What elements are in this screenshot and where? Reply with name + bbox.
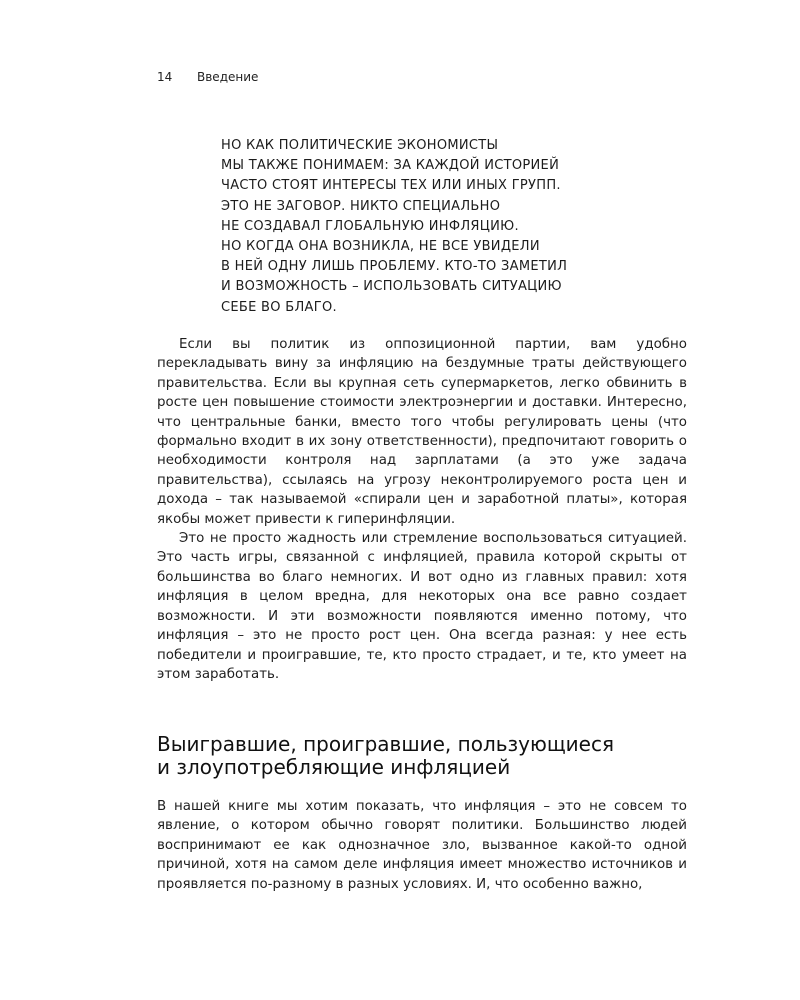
pull-quote-line: ЭТО НЕ ЗАГОВОР. НИКТО СПЕЦИАЛЬНО (221, 198, 501, 214)
section-body-text (157, 797, 687, 894)
pull-quote-line: НО КОГДА ОНА ВОЗНИКЛА, НЕ ВСЕ УВИДЕЛИ (221, 239, 540, 255)
section-heading-line: Выигравшие, проигравшие, пользующиеся (157, 732, 615, 756)
pull-quote-line: НЕ СОЗДАВАЛ ГЛОБАЛЬНУЮ ИНФЛЯЦИЮ. (221, 218, 519, 234)
paragraph: Если вы политик из оппозиционной партии, вам удобно перекладывать вину за инфляцию на бездумные траты действующего правительства. Если вы крупная сеть супермаркетов, легко обвинить в росте цен повышение стоимости электроэнергии и доставки. Интересно, что центральные банки, вместо того чтобы регулировать цены (что формально входит в их зону ответственности), предпочитают говорить о необходимости контроля над зарплатами (а это уже задача правительства), ссылаясь на угрозу неконтролируемого роста цен и дохода – так называемой «спирали цен и заработной платы», которая якобы может привести к гиперинфляции. (157, 337, 687, 527)
pull-quote-line: МЫ ТАКЖЕ ПОНИМАЕМ: ЗА КАЖДОЙ ИСТОРИЕЙ (221, 158, 560, 174)
pull-quote (221, 136, 567, 318)
pull-quote-line: ЧАСТО СТОЯТ ИНТЕРЕСЫ ТЕХ ИЛИ ИНЫХ ГРУПП. (221, 178, 561, 194)
body-text (157, 335, 687, 684)
pull-quote-line: И ВОЗМОЖНОСТЬ – ИСПОЛЬЗОВАТЬ СИТУАЦИЮ (221, 279, 562, 295)
section-heading (157, 733, 614, 779)
paragraph: Это не просто жадность или стремление воспользоваться ситуацией. Это часть игры, связанной с инфляцией, правила которой скрыты от большинства во благо немногих. И вот одно из главных правил: хотя инфляция в целом вредна, для некоторых она все равно создает возможности. И эти возможности появляются именно потому, что инфляция – это не просто рост цен. Она всегда разная: у нее есть победители и проигравшие, те, кто просто страдает, и те, кто умеет на этом заработать. (157, 531, 687, 682)
section-heading-line: и злоупотребляющие инфляцией (157, 755, 511, 779)
pull-quote-line: НО КАК ПОЛИТИЧЕСКИЕ ЭКОНОМИСТЫ (221, 138, 499, 153)
pull-quote-line: СЕБЕ ВО БЛАГО. (221, 299, 337, 315)
running-header (157, 70, 258, 84)
pull-quote-line: В НЕЙ ОДНУ ЛИШЬ ПРОБЛЕМУ. КТО-ТО ЗАМЕТИЛ (221, 259, 568, 275)
page-number: 14 (157, 70, 173, 84)
chapter-title: Введение (197, 70, 259, 84)
paragraph: В нашей книге мы хотим показать, что инфляция – это не совсем то явление, о котором обычно говорят политики. Большинство людей воспринимают ее как однозначное зло, вызванное какой-то одной причиной, хотя на самом деле инфляция имеет множество источников и проявляется по-разному в разных условиях. И, что особенно важно, (157, 799, 687, 892)
